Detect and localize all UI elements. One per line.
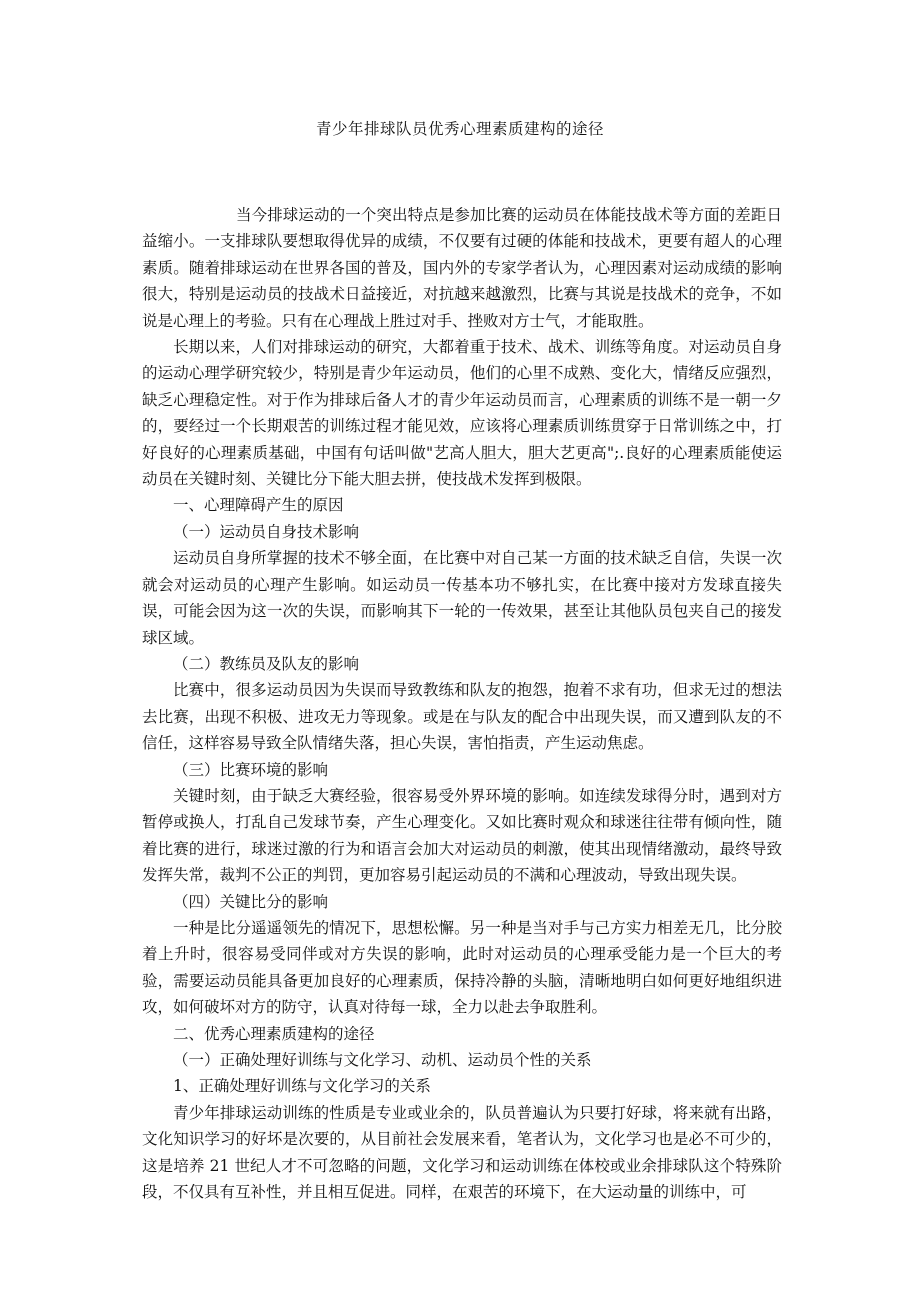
subsection-heading: 1、正确处理好训练与文化学习的关系	[173, 1077, 431, 1096]
section-heading: 一、心理障碍产生的原因	[173, 496, 344, 515]
section-heading: 二、优秀心理素质建构的途径	[173, 1024, 375, 1043]
paragraph: 青少年排球运动训练的性质是专业或业余的，队员普遍认为只要打好球，将来就有出路，文化知识学习的好坏是次要的，从目前社会发展来看，笔者认为，文化学习也是必不可少的，这是培养 21 世纪人才不可忽略的问题，文化学习和运动训练在体校或业余排球队这个特殊阶段，不仅具有互补性，并且相互促进。同样，在艰苦的环境下，在大运动量的训练中，可	[142, 1103, 782, 1202]
paragraph: 比赛中，很多运动员因为失误而导致教练和队友的抱怨，抱着不求有功，但求无过的想法去比赛，出现不积极、进攻无力等现象。或是在与队友的配合中出现失误，而又遭到队友的不信任，这样容易导致全队情绪失落，担心失误，害怕指责，产生运动焦虑。	[142, 681, 782, 753]
paragraph: 一种是比分遥遥领先的情况下，思想松懈。另一种是当对手与己方实力相差无几，比分胶着上升时，很容易受同伴或对方失误的影响，此时对运动员的心理承受能力是一个巨大的考验，需要运动员能具备更加良好的心理素质，保持冷静的头脑，清晰地明白如何更好地组织进攻，如何破坏对方的防守，认真对待每一球，全力以赴去争取胜利。	[142, 918, 782, 1017]
document-title: 青少年排球队员优秀心理素质建构的途径	[315, 120, 604, 138]
paragraph: 关键时刻，由于缺乏大赛经验，很容易受外界环境的影响。如连续发球得分时，遇到对方暂停或换人，打乱自己发球节奏，产生心理变化。又如比赛时观众和球迷往往带有倾向性，随着比赛的进行，球迷过激的行为和语言会加大对运动员的刺激，使其出现情绪激动，最终导致发挥失常，裁判不公正的判罚，更加容易引起运动员的不满和心理波动，导致出现失误。	[142, 786, 782, 885]
document-body	[142, 202, 782, 1205]
subsection-heading: （二）教练员及队友的影响	[173, 654, 360, 673]
subsection-heading: （四）关键比分的影响	[173, 892, 329, 911]
subsection-heading: （三）比赛环境的影响	[173, 760, 329, 779]
paragraph: 长期以来，人们对排球运动的研究，大都着重于技术、战术、训练等角度。对运动员自身的运动心理学研究较少，特别是青少年运动员，他们的心里不成熟、变化大，情绪反应强烈，缺乏心理稳定性。对于作为排球后备人才的青少年运动员而言，心理素质的训练不是一朝一夕的，要经过一个长期艰苦的训练过程才能见效，应该将心理素质训练贯穿于日常训练之中，打好良好的心理素质基础，中国有句话叫做"艺高人胆大，胆大艺更高";.良好的心理素质能使运动员在关键时刻、关键比分下能大胆去拼，使技战术发挥到极限。	[142, 338, 782, 489]
paragraph: 运动员自身所掌握的技术不够全面，在比赛中对自己某一方面的技术缺乏自信，失误一次就会对运动员的心理产生影响。如运动员一传基本功不够扎实，在比赛中接对方发球直接失误，可能会因为这一次的失误，而影响其下一轮的一传效果，甚至让其他队员包夹自己的接发球区域。	[142, 549, 782, 647]
subsection-heading: （一）正确处理好训练与文化学习、动机、运动员个性的关系	[173, 1051, 592, 1069]
paragraph: 当今排球运动的一个突出特点是参加比赛的运动员在体能技战术等方面的差距日益缩小。一支排球队要想取得优异的成绩，不仅要有过硬的体能和技战术，更要有超人的心理素质。随着排球运动在世界各国的普及，国内外的专家学者认为，心理因素对运动成绩的影响很大，特别是运动员的技战术日益接近，对抗越来越激烈，比赛与其说是技战术的竞争，不如说是心理上的考验。只有在心理战上胜过对手、挫败对方士气，才能取胜。	[142, 206, 782, 330]
subsection-heading: （一）运动员自身技术影响	[173, 522, 360, 541]
